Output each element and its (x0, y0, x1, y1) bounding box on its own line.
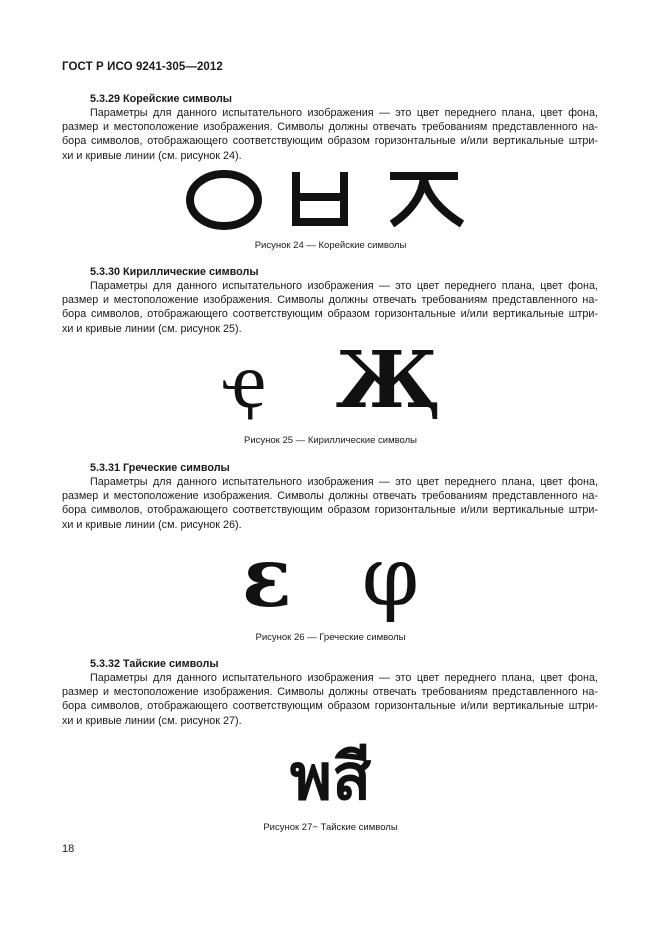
paragraph-line: хи и кривые линии (см. рисунок 26). (62, 518, 242, 531)
section-title: 5.3.30 Кириллические символы (90, 266, 259, 278)
section-title: 5.3.32 Тайские символы (90, 658, 219, 670)
section-title: 5.3.29 Корейские символы (90, 93, 233, 105)
page-number: 18 (62, 843, 75, 855)
paragraph-line: бора символов, отображающего соответствующим образом горизонтальные и/или вертикальные штри- (62, 135, 598, 148)
section-thai (62, 657, 598, 728)
paragraph-line: размер и местоположение изображения. Символы должны отвечать требованиям представленного на- (62, 490, 598, 503)
paragraph-line: размер и местоположение изображения. Символы должны отвечать требованиям представленного на- (62, 686, 598, 699)
thai-glyphs: พสี (289, 741, 372, 815)
paragraph-line: Параметры для данного испытательного изображения — это цвет переднего плана, цвет фона, (90, 107, 598, 119)
figure-korean-symbols (0, 168, 661, 232)
section-paragraph (62, 106, 598, 163)
paragraph-line: хи и кривые линии (см. рисунок 25). (62, 322, 242, 335)
figure-thai-symbols (0, 740, 661, 816)
korean-glyph-ieung (190, 174, 258, 226)
figure-greek-symbols (0, 532, 661, 624)
document-header: ГОСТ Р ИСО 9241-305—2012 (62, 61, 223, 73)
paragraph-line: хи и кривые линии (см. рисунок 27). (62, 714, 242, 727)
korean-glyphs-image (186, 168, 476, 232)
korean-glyph-jieut (390, 176, 462, 224)
paragraph-line: бора символов, отображающего соответствующим образом горизонтальные и/или вертикальные штри- (62, 308, 598, 321)
section-korean (62, 92, 598, 163)
paragraph-line: бора символов, отображающего соответствующим образом горизонтальные и/или вертикальные штри- (62, 700, 598, 713)
paragraph-line: хи и кривые линии (см. рисунок 24). (62, 149, 242, 162)
cyrillic-glyph-1: ҿ (223, 336, 266, 426)
figure-caption: Рисунок 24 — Корейские символы (254, 240, 407, 251)
paragraph-line: Параметры для данного испытательного изображения — это цвет переднего плана, цвет фона, (90, 672, 598, 684)
section-paragraph (62, 671, 598, 728)
section-greek (62, 461, 598, 532)
paragraph-line: размер и местоположение изображения. Символы должны отвечать требованиям представленного на- (62, 294, 598, 307)
figure-caption: Рисунок 26 — Греческие символы (255, 632, 406, 643)
paragraph-line: Параметры для данного испытательного изображения — это цвет переднего плана, цвет фона, (90, 280, 598, 292)
korean-glyph-bieup (296, 172, 344, 222)
greek-glyph-epsilon: ε (241, 530, 292, 626)
paragraph-line: Параметры для данного испытательного изображения — это цвет переднего плана, цвет фона, (90, 476, 598, 488)
section-paragraph (62, 475, 598, 532)
cyrillic-glyph-2: Җ (335, 335, 438, 426)
paragraph-line: бора символов, отображающего соответствующим образом горизонтальные и/или вертикальные штри- (62, 504, 598, 517)
section-cyrillic (62, 265, 598, 336)
figure-cyrillic-symbols (0, 335, 661, 426)
section-paragraph (62, 279, 598, 336)
figure-caption: Рисунок 25 — Кириллические символы (244, 435, 417, 446)
figure-caption: Рисунок 27− Тайские символы (263, 822, 398, 833)
paragraph-line: размер и местоположение изображения. Символы должны отвечать требованиям представленного на- (62, 121, 598, 134)
section-title: 5.3.31 Греческие символы (90, 462, 230, 474)
greek-glyph-phi: φ (361, 530, 420, 625)
